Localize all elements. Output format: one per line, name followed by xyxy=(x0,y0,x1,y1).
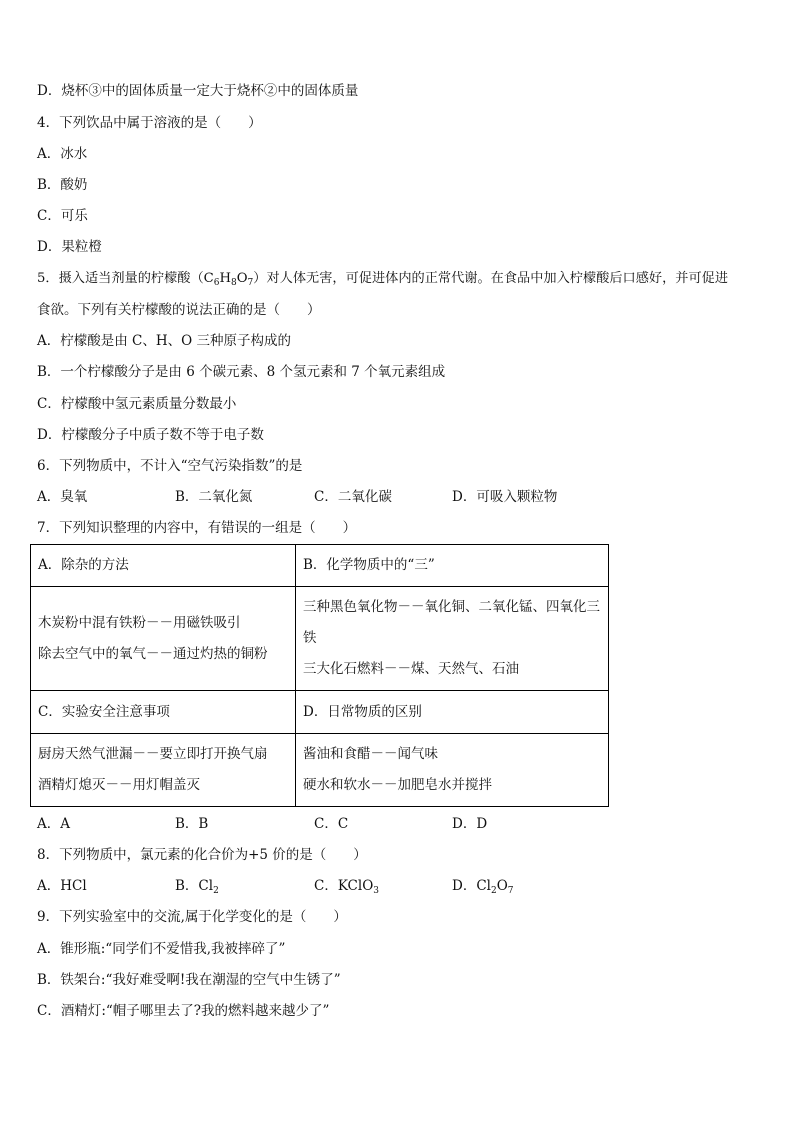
q7-option-b: B．B xyxy=(175,816,209,832)
q5-option-b: B．一个柠檬酸分子是由 6 个碳元素、8 个氢元素和 7 个氧元素组成 xyxy=(37,364,446,380)
cell-d-header: D．日常物质的区别 xyxy=(296,691,609,734)
q8-option-a: A．HCl xyxy=(37,878,87,894)
q4-option-d: D．果粒橙 xyxy=(37,239,102,255)
q5-stem-line1: 5．摄入适当剂量的柠檬酸$(C_6H_8O_7)$对人体无害，可促进体内的正常代谢。在食品中加入柠檬酸后口感好，并可促进 xyxy=(37,271,729,288)
q4-option-a: A．冰水 xyxy=(37,146,88,162)
q4-stem: 4．下列饮品中属于溶液的是（ ） xyxy=(37,115,262,131)
cell-b-header: B．化学物质中的“三” xyxy=(296,545,609,587)
cell-a-body: 木炭粉中混有铁粉－－用磁铁吸引 除去空气中的氧气－－通过灼热的铜粉 xyxy=(31,587,296,691)
q3-option-d: D．烧杯③中的固体质量一定大于烧杯②中的固体质量 xyxy=(37,83,359,99)
q4-option-b: B．酸奶 xyxy=(37,177,88,193)
q5-option-c: C．柠檬酸中氢元素质量分数最小 xyxy=(37,396,237,412)
q8-stem: 8．下列物质中，氯元素的化合价为+5 价的是（ ） xyxy=(37,847,367,863)
q8-option-c: C．KClO$_3$ xyxy=(314,878,380,896)
q6-option-a: A．臭氧 xyxy=(37,489,88,505)
cell-a-header: A．除杂的方法 xyxy=(31,545,296,587)
q5-option-d: D．柠檬酸分子中质子数不等于电子数 xyxy=(37,427,264,443)
q5-stem-line2: 食欲。下列有关柠檬酸的说法正确的是（ ） xyxy=(37,302,321,318)
q6-option-c: C．二氧化碳 xyxy=(314,489,392,505)
q7-knowledge-table xyxy=(30,544,609,807)
q5-option-a: A．柠檬酸是由 C、H、O 三种原子构成的 xyxy=(37,333,292,349)
q9-option-c: C．酒精灯:“帽子哪里去了?我的燃料越来越少了” xyxy=(37,1003,330,1019)
q7-option-d: D．D xyxy=(452,816,488,832)
q7-stem: 7．下列知识整理的内容中，有错误的一组是（ ） xyxy=(37,520,357,536)
q9-option-a: A．锥形瓶:“同学们不爱惜我,我被摔碎了” xyxy=(37,941,286,957)
q7-option-c: C．C xyxy=(314,816,349,832)
q6-stem: 6．下列物质中，不计入“空气污染指数”的是 xyxy=(37,458,303,474)
q8-option-b: B．$Cl_2$ xyxy=(175,878,219,896)
cell-d-body: 酱油和食醋－－闻气味 硬水和软水－－加肥皂水并搅拌 xyxy=(296,734,609,807)
cell-c-header: C．实验安全注意事项 xyxy=(31,691,296,734)
q8-option-d: D．$Cl_2O_7$ xyxy=(452,878,514,896)
q9-stem: 9．下列实验室中的交流,属于化学变化的是（ ） xyxy=(37,909,347,925)
q4-option-c: C．可乐 xyxy=(37,208,88,224)
q9-option-b: B．铁架台:“我好难受啊!我在潮湿的空气中生锈了” xyxy=(37,972,341,988)
q6-option-d: D．可吸入颗粒物 xyxy=(452,489,558,505)
cell-b-body: 三种黑色氧化物－－氧化铜、二氧化锰、四氧化三铁 三大化石燃料－－煤、天然气、石油 xyxy=(296,587,609,691)
cell-c-body: 厨房天然气泄漏－－要立即打开换气扇 酒精灯熄灭－－用灯帽盖灭 xyxy=(31,734,296,807)
q6-option-b: B．二氧化氮 xyxy=(175,489,253,505)
q7-option-a: A．A xyxy=(37,816,70,832)
